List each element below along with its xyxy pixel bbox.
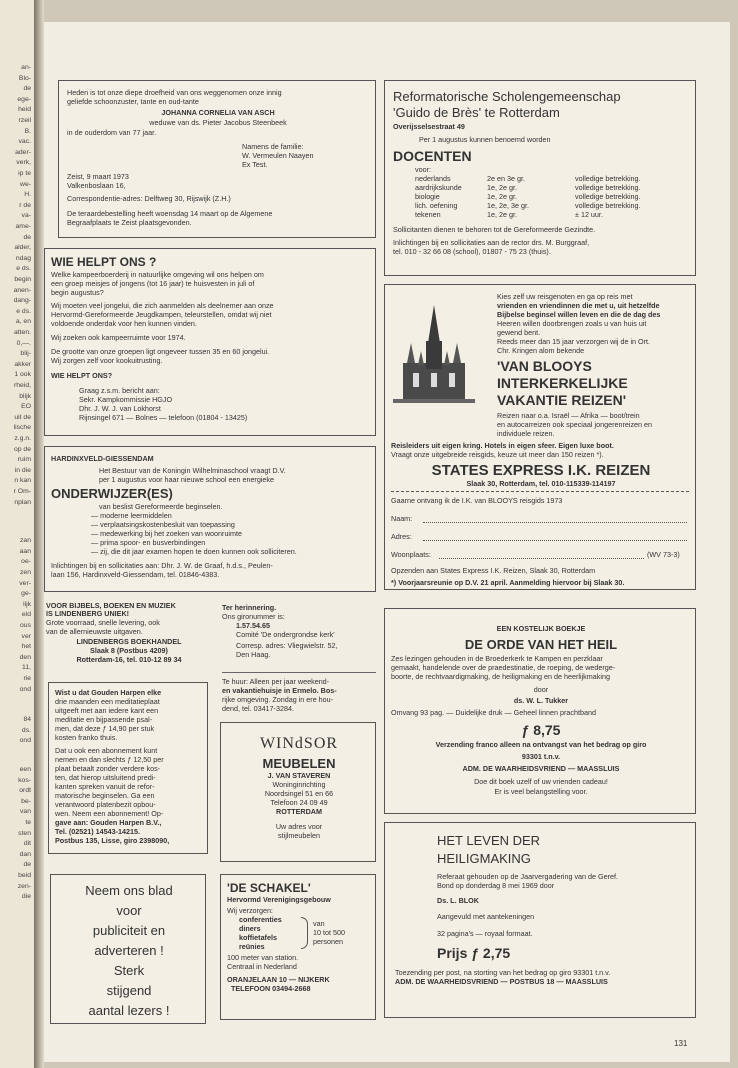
margin-fragment: beid	[18, 872, 31, 879]
harpen-p2-2: nemen en dan slechts ƒ 12,50 per	[55, 755, 164, 764]
windsor-slogan-2: stijlmeubelen	[278, 831, 320, 840]
margin-fragment: verk,	[16, 159, 31, 167]
bookshop-sub-1: Grote voorraad, snelle levering, ook	[46, 618, 160, 627]
book-desc-2: gemaakt, handelende over de praedestinatie, de roeping, de wederge-	[391, 663, 616, 672]
subject-grade: 1e, 2e gr.	[487, 183, 517, 192]
burial-line-2: Begraafplaats te Zeist plaatsgevonden.	[67, 218, 192, 227]
margin-fragment: H.	[24, 191, 31, 199]
memory-divider	[222, 672, 376, 673]
holiness-desc-2: Bond op donderdag 8 mei 1969 door	[437, 881, 555, 890]
teacher-point-3: — verplaatsingskostenbesluit van toepassing	[91, 520, 235, 529]
margin-fragment: eld	[21, 611, 31, 619]
book-specs: Omvang 93 pag. — Duidelijke druk — Geheel linnen prachtband	[391, 708, 596, 717]
schakel-address-2: TELEFOON 03494-2668	[231, 984, 311, 993]
margin-fragment: ver	[21, 632, 31, 640]
harpen-p1-6: kosten franko thuis.	[55, 733, 118, 742]
help-title: WIE HELPT ONS ?	[51, 255, 157, 269]
book-orde-ad	[384, 608, 696, 814]
margin-fragment: rheid,	[13, 382, 31, 389]
margin-fragment: r Om-	[13, 488, 31, 495]
margin-fragment: zen-	[17, 882, 31, 890]
book-author: ds. W. L. Tukker	[513, 696, 569, 705]
book-spine	[34, 0, 44, 1068]
margin-fragment: 0,—.	[16, 339, 31, 347]
travel-bold-2: Vraagt onze uitgebreide reisgids, keuze uit meer dan 150 reizen *).	[391, 450, 604, 459]
harpen-p2-1: Dat u ook een abonnement kunt	[55, 746, 158, 755]
family-line-3: Ex Test.	[242, 160, 268, 169]
windsor-name: MEUBELEN	[262, 756, 336, 771]
book-gift-1: Doe dit boek uzelf of uw vrienden cadeau!	[474, 777, 608, 786]
schakel-capacity-1: van	[313, 919, 325, 928]
teacher-vacancy-ad	[44, 446, 376, 592]
teacher-intro-2: per 1 augustus voor haar nieuwe school een energieke	[99, 475, 275, 484]
margin-fragment: lische	[13, 424, 31, 432]
margin-fragment: ds.	[21, 726, 31, 734]
margin-fragment: an-	[21, 64, 31, 71]
help-subhead: WIE HELPT ONS?	[51, 371, 113, 380]
windsor-line-1: Woninginrichting	[272, 780, 326, 789]
margin-fragment: de	[23, 233, 31, 241]
harpen-p2-5: kanten spreken vanuit de refor-	[55, 782, 155, 791]
harpen-p2-4: ten, dat hierop uitsluitend predi-	[55, 773, 156, 782]
coupon-address-field[interactable]	[423, 540, 687, 541]
holiness-pages: 32 pagina's — royaal formaat.	[437, 929, 533, 938]
margin-fragment: te	[25, 819, 31, 826]
margin-fragment: ge-	[21, 590, 31, 598]
memory-line-2: 1.57.54.65	[236, 621, 270, 630]
margin-fragment: e ds.	[16, 307, 31, 315]
margin-fragment: vac.	[18, 138, 31, 146]
de-schakel-ad	[220, 874, 376, 1020]
windsor-line-3: Telefoon 24 09 49	[270, 798, 328, 807]
windsor-brand: WINdSOR	[259, 735, 339, 752]
subject-type: ± 12 uur.	[575, 210, 603, 219]
coupon-send: Opzenden aan States Express I.K. Reizen, Slaak 30, Rotterdam	[391, 566, 596, 575]
book-gift-2: Er is veel belangstelling voor.	[494, 787, 588, 796]
promo-line-2: voor	[116, 903, 142, 918]
subject-grade: 1e, 2e, 3e gr.	[487, 201, 529, 210]
gouden-harpen-ad	[48, 682, 208, 854]
help-contact-2: Sekr. Kampkommissie HGJO	[79, 395, 173, 404]
windsor-line-4: ROTTERDAM	[276, 807, 322, 816]
rent-line-4: dend, tel. 03417-3284.	[222, 704, 294, 713]
margin-fragment: den	[19, 653, 31, 661]
margin-fragment: B.	[24, 127, 31, 135]
margin-fragment: ordt	[19, 787, 31, 795]
holiness-title-2: HEILIGMAKING	[437, 851, 531, 866]
death-notice-ad	[58, 80, 376, 238]
margin-fragment: die	[21, 893, 31, 901]
promo-line-1: Neem ons blad	[85, 883, 173, 898]
margin-fragment: een	[19, 766, 31, 773]
coupon-city-field[interactable]	[439, 558, 644, 559]
bookshop-head-1: VOOR BIJBELS, BOEKEN EN MUZIEK	[46, 601, 176, 610]
school-info-2: tel. 010 - 32 66 08 (school), 01807 - 75 23 (thuis).	[393, 247, 551, 256]
book-heiligmaking-ad	[384, 822, 696, 1018]
schakel-item-4: reünies	[239, 942, 265, 951]
margin-fragment: zen	[20, 569, 31, 576]
death-intro-1: Heden is tot onze diepe droefheid van ons weggenomen onze innig	[67, 88, 282, 97]
subject-name: lich. oefening	[415, 201, 458, 210]
subject-grade: 1e, 2e gr.	[487, 192, 517, 201]
school-voor: voor:	[415, 165, 431, 174]
schakel-item-3: koffietafels	[239, 933, 277, 942]
teacher-point-4: — medewerking bij het zoeken van woonruimte	[91, 529, 243, 538]
margin-fragment: ruim	[17, 456, 31, 464]
margin-fragment: be-	[21, 797, 31, 805]
margin-fragment: Blo-	[18, 74, 31, 82]
travel-dest-2: en autocarreizen ook speciaal jongerenreizen en	[497, 420, 653, 429]
margin-fragment: de	[23, 861, 31, 869]
school-head: DOCENTEN	[393, 148, 472, 164]
book-price: ƒ 8,75	[521, 722, 561, 738]
margin-fragment: de	[23, 85, 31, 93]
margin-fragment: akker	[14, 360, 31, 368]
memory-line-5: Den Haag.	[236, 650, 271, 659]
church-illustration-icon	[393, 303, 475, 403]
correspondence-line: Correspondentie-adres: Delftweg 30, Rijswijk (Z.H.)	[67, 194, 231, 203]
windsor-line-2: Noordsingel 51 en 66	[264, 789, 334, 798]
place-line-1: Zeist, 9 maart 1973	[67, 172, 129, 181]
margin-fragment: oe-	[21, 558, 31, 566]
travel-dest-3: individuele reizen.	[497, 429, 555, 438]
teacher-point-5: — prima spoor- en busverbindingen	[91, 538, 206, 547]
margin-fragment: e ds.	[16, 265, 31, 273]
margin-fragment: ader-	[15, 148, 31, 156]
margin-fragment: z.g.n.	[14, 435, 31, 442]
margin-fragment: ndag	[15, 254, 31, 262]
schakel-item-1: conferenties	[239, 915, 282, 924]
book-giro: 93301 t.n.v.	[521, 752, 561, 761]
bookshop-head-2: IS LINDENBERG UNIEK!	[46, 609, 130, 618]
help-p2-2: Hervormd-Gereformeerde Jeugdkampen, teleurstellen, omdat wij niet	[51, 310, 272, 319]
book-publisher: ADM. DE WAARHEIDSVRIEND — MAASSLUIS	[462, 764, 620, 773]
travel-footnote: *) Voorjaarsreunie op D.V. 21 april. Aanmelding hiervoor bij Slaak 30.	[391, 578, 625, 587]
schakel-capacity-3: personen	[313, 937, 343, 946]
margin-fragment: 84	[23, 716, 31, 724]
teacher-point-6: — zij, die dit jaar examen hopen te doen kunnen ook solliciteren.	[91, 547, 297, 556]
promo-line-3: publiciteit en	[92, 923, 166, 938]
widow-line: weduwe van ds. Pieter Jacobus Steenbeek	[149, 118, 287, 127]
place-line-2: Valkenboslaan 16,	[67, 181, 126, 190]
subject-name: biologie	[415, 192, 440, 201]
school-title-2: 'Guido de Brès' te Rotterdam	[393, 105, 560, 120]
margin-fragment: ond	[19, 737, 31, 745]
help-p4-1: De grootte van onze groepen ligt ongeveer tussen 35 en 60 jongelui.	[51, 347, 270, 356]
teacher-point-2: — moderne leermiddelen	[91, 511, 172, 520]
harpen-p2-9: gave aan: Gouden Harpen B.V.,	[55, 818, 162, 827]
subject-type: volledige betrekking.	[575, 192, 641, 201]
book-desc-1: Zes lezingen gehouden in de Broederkerk te Kampen en perzklaar	[391, 654, 603, 663]
memory-head: Ter herinnering.	[222, 603, 277, 612]
school-intro: Per 1 augustus kunnen benoemd worden	[419, 135, 551, 144]
harpen-p2-8: wen. Neem een abonnement! Op-	[55, 809, 164, 818]
subject-row	[415, 211, 685, 220]
margin-fragment: blijk	[19, 392, 31, 400]
rent-line-1: Te huur: Alleen per jaar weekend-	[222, 677, 330, 686]
help-p4-2: Wij zorgen zelf voor kookuitrusting.	[51, 356, 163, 365]
travel-intro-3: Bijbelse beginsel willen leven en die de dag des	[497, 310, 661, 319]
school-apply: Sollicitanten dienen te behoren tot de Gereformeerde Gezindte.	[393, 225, 596, 234]
teacher-intro-1: Het Bestuur van de Koningin Wilhelminaschool vraagt D.V.	[99, 466, 286, 475]
windsor-owner: J. VAN STAVEREN	[267, 771, 331, 780]
schakel-sub: Hervormd Verenigingsgebouw	[227, 895, 331, 904]
subject-type: volledige betrekking.	[575, 201, 641, 210]
school-street: Overijsselsestraat 49	[393, 122, 465, 131]
margin-fragment: nplan	[14, 498, 31, 506]
margin-fragment: heid	[18, 106, 31, 114]
school-title-1: Reformatorische Scholengemeenschap	[393, 89, 621, 104]
windsor-slogan-1: Uw adres voor	[275, 822, 323, 831]
holiness-note: Aangevuld met aantekeningen	[437, 912, 535, 921]
left-page-edge	[0, 0, 34, 1068]
coupon-code: (WV 73-3)	[647, 550, 680, 559]
margin-fragment: EO	[21, 403, 31, 411]
margin-fragment: ege-	[17, 95, 31, 103]
help-p1-1: Welke kampeerboerderij in natuurlijke omgeving wil ons helpen om	[51, 270, 264, 279]
coupon-city-label: Woonplaats:	[391, 550, 431, 559]
subject-grade: 2e en 3e gr.	[487, 174, 525, 183]
travel-intro-6: Reeds meer dan 15 jaar verzorgen wij de in Ort.	[497, 337, 651, 346]
harpen-p1-5: men, dat deze ƒ 14,90 per stuk	[55, 724, 155, 733]
subject-type: volledige betrekking.	[575, 183, 641, 192]
rent-line-2: en vakantiehuisje in Ermelo. Bos-	[222, 686, 337, 695]
harpen-p2-11: Postbus 135, Lisse, giro 2398090,	[55, 836, 170, 845]
subject-grade: 1e, 2e gr.	[487, 210, 517, 219]
margin-fragment: op de	[13, 445, 31, 453]
promo-line-4: adverteren !	[94, 943, 164, 958]
book-ship: Verzending franco alleen na ontvangst van het bedrag op giro	[435, 740, 647, 749]
margin-fragment: sten	[18, 829, 31, 837]
margin-fragment: n kan	[14, 477, 31, 485]
bookshop-sub-2: van de allernieuwste uitgaven.	[46, 627, 143, 636]
bookshop-ad	[44, 600, 214, 674]
harpen-p1-3: uitgeeft met aan iedere kant een	[55, 706, 159, 715]
death-intro-2: geliefde schoonzuster, tante en oud-tante	[67, 97, 199, 106]
holiness-author: Ds. L. BLOK	[437, 896, 479, 905]
age-line: in de ouderdom van 77 jaar.	[67, 128, 157, 137]
schakel-title: 'DE SCHAKEL'	[227, 881, 311, 895]
bookshop-addr-2: Rotterdam-16, tel. 010-12 89 34	[76, 655, 182, 664]
schakel-intro: Wij verzorgen:	[227, 906, 273, 915]
harpen-p1-2: drie maanden een meditatieplaat	[55, 697, 160, 706]
travel-title-3: VAKANTIE REIZEN'	[497, 392, 627, 408]
margin-fragment: 11,	[22, 664, 31, 672]
book-title: DE ORDE VAN HET HEIL	[464, 637, 618, 652]
subject-type: volledige betrekking.	[575, 174, 641, 183]
help-p2-1: Wij moeten veel jongelui, die zich aanmelden als deelnemer aan onze	[51, 301, 274, 310]
margin-fragment: atten.	[13, 329, 31, 336]
teacher-place: HARDINXVELD-GIESSENDAM	[51, 454, 154, 463]
margin-fragment: rzeil	[18, 117, 31, 124]
travel-intro-4: Heeren willen doorbrengen zoals u van huis uit	[497, 319, 647, 328]
subject-table	[415, 175, 685, 221]
teacher-info-2: laan 156, Hardinxveld-Giessendam, tel. 01846-4383.	[51, 570, 220, 579]
holiness-order: Toezending per post, na storting van het bedrag op giro 93301 t.n.v.	[395, 968, 611, 977]
margin-fragment: in die	[14, 466, 31, 474]
margin-fragment: ip te	[18, 170, 31, 177]
holiness-admin: ADM. DE WAARHEIDSVRIEND — POSTBUS 18 — MAASSLUIS	[395, 977, 608, 986]
margin-fragment: r de	[19, 201, 31, 209]
school-vacancy-ad	[384, 80, 696, 276]
book-desc-3: boorte, de rechtvaardigmaking, de heiligmaking en de heerlijkmaking	[391, 672, 610, 681]
margin-fragment: kos-	[18, 776, 31, 784]
school-info-1: Inlichtingen bij en sollicitaties aan de rector drs. M. Burggraaf,	[393, 238, 590, 247]
book-kicker: EEN KOSTELIJK BOEKJE	[496, 624, 586, 633]
subject-name: tekenen	[415, 210, 441, 219]
coupon-name-field[interactable]	[423, 522, 687, 523]
harpen-p2-10: Tel. (02521) 14543-14215.	[55, 827, 140, 836]
schakel-address-1: ORANJELAAN 10 — NIJKERK	[227, 975, 330, 984]
windsor-furniture-ad	[220, 722, 376, 862]
help-p1-3: begin augustus?	[51, 288, 104, 297]
help-contact-4: Rijnsingel 671 — Bolnes — telefoon (01804 - 13425)	[79, 413, 248, 422]
family-line-2: W. Vermeulen Naayen	[242, 151, 314, 160]
memory-line-1: Ons gironummer is:	[222, 612, 285, 621]
help-p1-2: een groep meisjes of jongens (tot 16 jaar) te huisvesten in juli of	[51, 279, 255, 288]
memory-ad	[222, 602, 378, 668]
teacher-point-1: van beslist Gereformeerde beginselen.	[99, 502, 223, 511]
margin-fragment: zan	[20, 537, 31, 545]
holiness-title-1: HET LEVEN DER	[437, 833, 541, 848]
bookshop-name: LINDENBERGS BOEKHANDEL	[76, 637, 182, 646]
harpen-p2-6: matorische beginselen. Ga een	[55, 791, 155, 800]
margin-fragment: dan	[19, 850, 31, 858]
subject-name: nederlands	[415, 174, 451, 183]
help-p3: Wij zoeken ook kampeerruimte voor 1974.	[51, 333, 186, 342]
rent-line-3: rijke omgeving. Zondag in ere hou-	[222, 695, 334, 704]
travel-title-1: 'VAN BLOOYS	[497, 358, 592, 374]
margin-fragment: alder,	[14, 244, 31, 252]
schakel-capacity-2: 10 tot 500	[313, 928, 345, 937]
bookshop-addr-1: Slaak 8 (Postbus 4209)	[90, 646, 168, 655]
holiness-price: Prijs ƒ 2,75	[437, 945, 511, 961]
margin-fragment: ous	[20, 622, 31, 629]
margin-fragment: blij-	[20, 350, 31, 358]
margin-fragment: dit	[23, 840, 31, 848]
margin-fragment: a, en	[15, 318, 31, 326]
harpen-p1-1: Wist u dat Gouden Harpen elke	[55, 688, 162, 697]
book-door: door	[533, 685, 549, 694]
margin-fragment: va-	[21, 212, 31, 220]
travel-title-2: INTERKERKELIJKE	[497, 375, 628, 391]
coupon-name-label: Naam:	[391, 514, 413, 523]
margin-fragment: rie	[23, 675, 31, 682]
page-number: 131	[674, 1039, 688, 1048]
subject-row	[415, 184, 685, 193]
margin-fragment: van	[20, 808, 31, 816]
travel-company: STATES EXPRESS I.K. REIZEN	[431, 462, 651, 479]
schakel-item-2: diners	[239, 924, 261, 933]
margin-fragment: we-	[20, 180, 31, 188]
coupon-address-label: Adres:	[391, 532, 412, 541]
travel-intro-2: vrienden en vriendinnen die met u, uit hetzelfde	[497, 301, 660, 310]
newspaper-page	[44, 22, 730, 1062]
travel-dest-1: Reizen naar o.a. Israël — Afrika — boot/trein	[497, 411, 640, 420]
help-contact-1: Graag z.s.m. bericht aan:	[79, 386, 160, 395]
family-line-1: Namens de familie:	[242, 142, 304, 151]
margin-fragment: ond	[19, 685, 31, 693]
margin-fragment: begin	[14, 276, 31, 283]
schakel-location-1: 100 meter van station.	[227, 953, 299, 962]
subject-name: aardrijkskunde	[415, 183, 462, 192]
margin-fragment: uit de	[14, 413, 31, 421]
travel-ad	[384, 284, 696, 590]
harpen-p2-3: plaat betaalt zonder verdere kos-	[55, 764, 161, 773]
margin-fragment: 1 ook	[14, 371, 31, 379]
promo-line-7: aantal lezers !	[88, 1003, 170, 1018]
margin-fragment: anen-	[13, 286, 31, 294]
margin-fragment: lijk	[23, 600, 31, 608]
rental-ad	[222, 676, 378, 716]
margin-fragment: dang-	[13, 297, 31, 305]
teacher-info-1: Inlichtingen bij en sollicitaties aan: Dhr. J. W. de Graaf, h.d.s., Peulen-	[51, 561, 273, 570]
promo-line-6: stijgend	[106, 983, 152, 998]
deceased-name: JOHANNA CORNELIA VAN ASCH	[161, 108, 275, 117]
travel-address: Slaak 30, Rotterdam, tel. 010-115339-114197	[466, 479, 616, 488]
burial-line-1: De teraardebestelling heeft woensdag 14 maart op de Algemene	[67, 209, 273, 218]
margin-fragment: ver-	[19, 579, 31, 587]
travel-intro-7: Chr. Kringen alom bekende	[497, 346, 585, 355]
holiness-desc-1: Referaat gehouden op de Jaarvergadering van de Geref.	[437, 872, 619, 881]
schakel-brace	[301, 917, 308, 949]
teacher-title: ONDERWIJZER(ES)	[51, 486, 173, 501]
travel-intro-5: gewend bent.	[497, 328, 541, 337]
help-request-ad	[44, 248, 376, 436]
help-p2-3: voldoende onderdak voor hen kunnen vinden.	[51, 319, 197, 328]
margin-fragment: aan	[19, 547, 31, 555]
promo-line-5: Sterk	[113, 963, 145, 978]
harpen-p1-4: meditatie en bijpassende psal-	[55, 715, 153, 724]
travel-bold-1: Reisleiders uit eigen kring. Hotels in eigen sfeer. Eigen luxe boot.	[391, 441, 614, 450]
advertising-promo-ad	[50, 874, 206, 1024]
schakel-location-2: Centraal in Nederland	[227, 962, 297, 971]
subject-row	[415, 202, 685, 211]
margin-fragment: het	[21, 643, 31, 651]
margin-fragment: ame-	[15, 223, 31, 230]
memory-line-4: Corresp. adres: Vliegwielstr. 52,	[236, 641, 338, 650]
coupon-cut-line	[391, 491, 689, 492]
memory-line-3: Comité 'De ondergrondse kerk'	[236, 630, 335, 639]
help-contact-3: Dhr. J. W. J. van Lokhorst	[79, 404, 161, 413]
travel-intro-1: Kies zelf uw reisgenoten en ga op reis met	[497, 292, 633, 301]
harpen-p2-7: verantwoord platenbezit opbou-	[55, 800, 156, 809]
coupon-intro: Gaarne ontvang ik de I.K. van BLOOYS reisgids 1973	[391, 496, 563, 505]
